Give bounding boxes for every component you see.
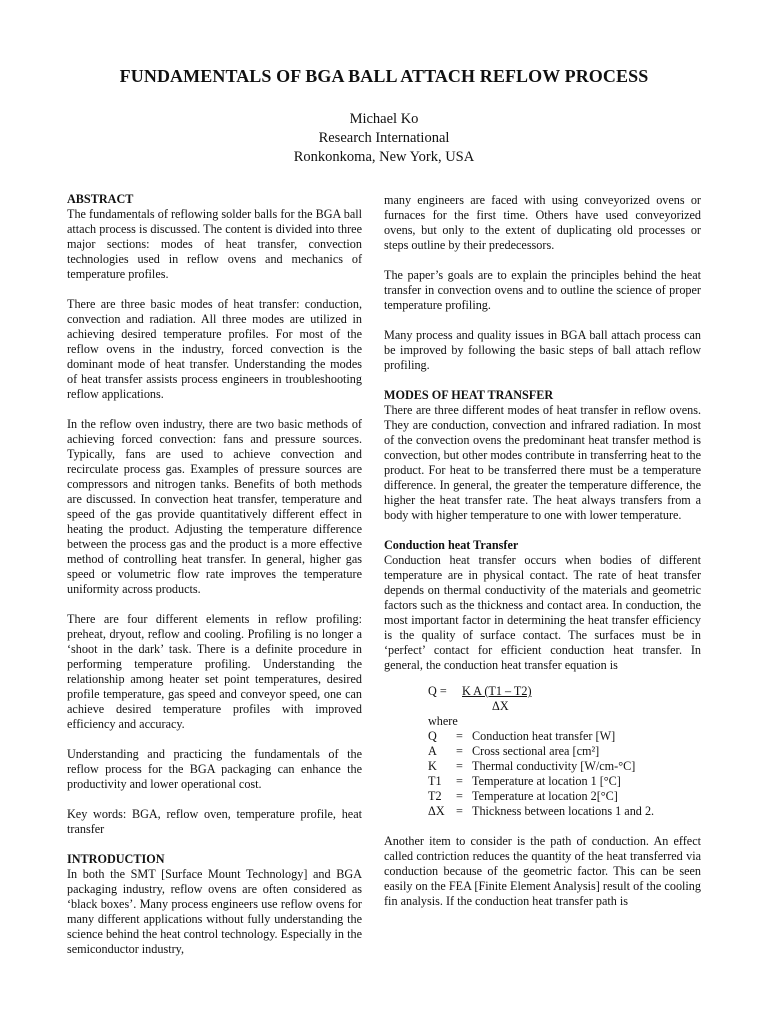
equation-denominator: ΔX — [492, 699, 509, 713]
variable-eq: = — [456, 804, 463, 818]
conduction-heading: Conduction heat Transfer — [384, 538, 519, 552]
equation-numerator: K A (T1 – T2) — [462, 684, 532, 698]
variable-row — [428, 804, 701, 819]
introduction-paragraph: In both the SMT [Surface Mount Technology] and BGA packaging industry, reflow ovens are often considered as ‘black boxes’. Many process engineers use reflow ovens for many different applications without fully understanding the science behind the heat control technology. Especially in the semiconductor industry, — [67, 867, 362, 956]
variable-row — [428, 759, 701, 774]
variable-eq: = — [456, 759, 463, 773]
variable-def: Conduction heat transfer [W] — [472, 729, 616, 743]
variable-def: Temperature at location 1 [°C] — [472, 774, 621, 788]
modes-paragraph: There are three different modes of heat transfer in reflow ovens. They are conduction, convection and infrared radiation. In most of the convection ovens the predominant heat transfer method is convection, but other modes contribute in transferring heat to the product. For heat to be transferred there must be a temperature difference. In general, the greater the temperature difference, the higher the heat transfer rate. The heat always transfers from a body with higher temperature to one with lower temperature. — [384, 403, 701, 522]
introduction-heading: INTRODUCTION — [67, 852, 165, 866]
variable-eq: = — [456, 744, 463, 758]
abstract-heading: ABSTRACT — [67, 192, 134, 206]
variable-def: Thickness between locations 1 and 2. — [472, 804, 655, 818]
variable-eq: = — [456, 789, 463, 803]
variable-sym: ΔX — [428, 804, 445, 818]
author-name: Michael Ko — [349, 111, 419, 127]
variable-def: Thermal conductivity [W/cm-°C] — [472, 759, 636, 773]
keywords: Key words: BGA, reflow oven, temperature profile, heat transfer — [67, 807, 362, 836]
variable-list — [384, 729, 701, 819]
variable-eq: = — [456, 729, 463, 743]
paper-title: FUNDAMENTALS OF BGA BALL ATTACH REFLOW PROCESS — [119, 66, 649, 86]
abstract-paragraph-5: Understanding and practicing the fundamentals of the reflow process for the BGA packaging can enhance the productivity and lower operational cost. — [67, 747, 362, 791]
variable-row — [428, 744, 701, 759]
variable-row — [428, 729, 701, 744]
issues-paragraph: Many process and quality issues in BGA ball attach process can be improved by following the basic steps of ball attach reflow profiling. — [384, 328, 701, 372]
conduction-paragraph: Conduction heat transfer occurs when bodies of different temperature are in physical contact. The rate of heat transfer depends on thermal conductivity of the materials and geometric factors such as the thickness and contact area. In conduction, the most important factor in determining the heat transfer efficiency is the quality of surface contact. The surfaces must be in ‘perfect’ contact for efficient conduction heat transfer. In general, the conduction heat transfer equation is — [384, 553, 701, 672]
intro-continued-paragraph: many engineers are faced with using conveyorized ovens or furnaces for the first time. Others have used conveyorized ovens, but only to the extent of duplicating old processes or steps outline by their predecessors. — [384, 193, 701, 252]
where-label: where — [428, 714, 458, 728]
variable-sym: K — [428, 759, 437, 773]
author-affiliation: Research International — [318, 130, 450, 146]
goals-paragraph: The paper’s goals are to explain the principles behind the heat transfer in convection ovens and to outline the science of proper temperature profiling. — [384, 268, 701, 312]
abstract-paragraph-4: There are four different elements in reflow profiling: preheat, dryout, reflow and cooling. Profiling is no longer a ‘shoot in the dark’ task. There is a definite procedure in performing temperature profiling. Understanding the relationship among heater set point temperatures, desired profile temperature, gas speed and conveyor speed, one can achieve desired temperature profiles with improved efficiency and accuracy. — [67, 612, 362, 731]
conduction-equation — [384, 684, 701, 714]
abstract-paragraph-3: In the reflow oven industry, there are two basic methods of achieving forced convection: fans and pressure sources. Typically, fans are used to achieve convection and recirculate process gas. Examples of pressure sources are compressors and nitrogen tanks. Benefits of both methods are discussed. In convection heat transfer, temperature and speed of the gas provide quantitatively different effect in heating the product. Adjusting the temperature difference between the process gas and the product is a more effective method of controlling heat transfer. In general, higher gas speed or volumetric flow rate improves the temperature uniformity across products. — [67, 417, 362, 596]
variable-row — [428, 789, 701, 804]
variable-sym: A — [428, 744, 437, 758]
modes-heading: MODES OF HEAT TRANSFER — [384, 388, 554, 402]
left-column — [67, 192, 362, 957]
variable-def: Temperature at location 2[°C] — [472, 789, 618, 803]
abstract-paragraph-1: The fundamentals of reflowing solder balls for the BGA ball attach process is discussed. The content is divided into three major sections: modes of heat transfer, convection technologies used in reflow ovens and mechanics of temperature profiles. — [67, 207, 362, 281]
right-column — [384, 193, 701, 909]
contriction-paragraph: Another item to consider is the path of conduction. An effect called contriction reduces the quantity of the heat transferred via conduction because of the geometric factor. This can be seen easily on the FEA [Finite Element Analysis] result of the cooling fin analysis. If the conduction heat transfer path is — [384, 834, 701, 908]
variable-sym: T1 — [428, 774, 442, 788]
abstract-paragraph-2: There are three basic modes of heat transfer: conduction, convection and radiation. All three modes are utilized in achieving desired temperature profiles. For most of the reflow ovens in the industry, forced convection is the dominant mode of heat transfer. Understanding the modes of heat transfer assists process engineers in troubleshooting reflow applications. — [67, 297, 362, 401]
variable-row — [428, 774, 701, 789]
variable-sym: Q — [428, 729, 437, 743]
equation-lhs: Q = — [428, 684, 447, 698]
variable-sym: T2 — [428, 789, 442, 803]
variable-eq: = — [456, 774, 463, 788]
author-location: Ronkonkoma, New York, USA — [293, 149, 475, 165]
variable-def: Cross sectional area [cm²] — [472, 744, 600, 758]
author-block — [0, 110, 768, 167]
